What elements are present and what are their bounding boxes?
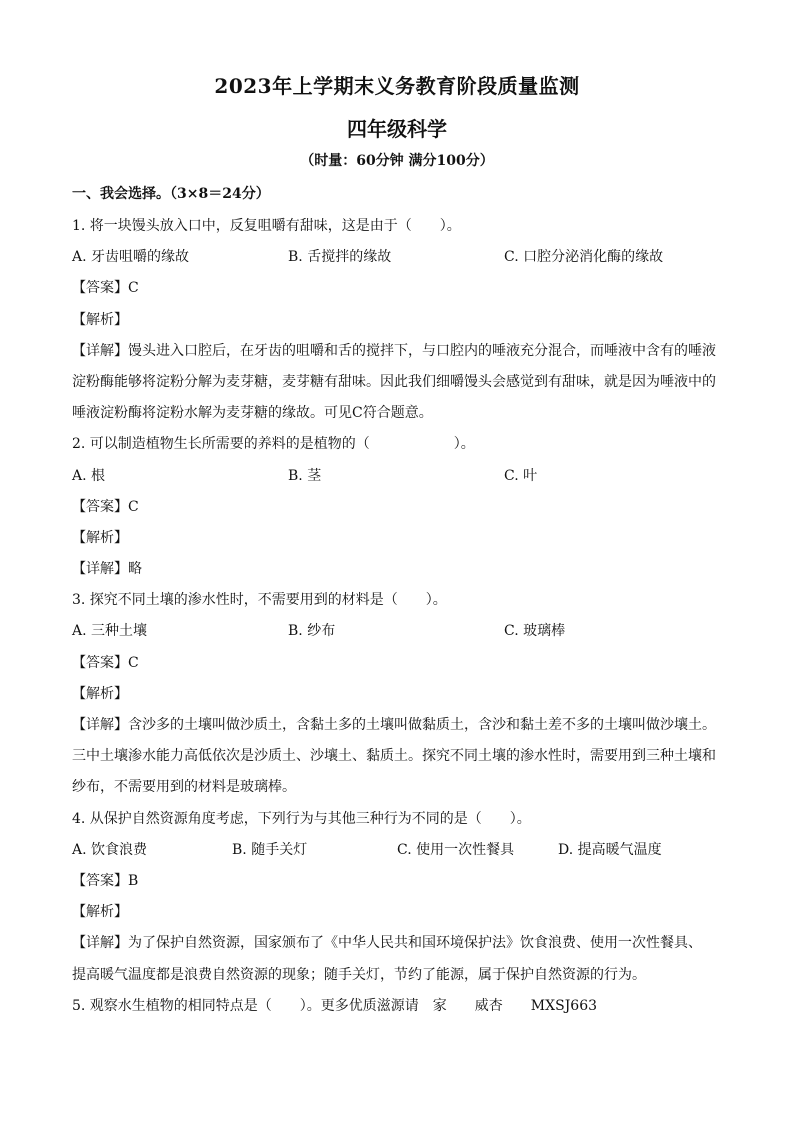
detail-text: 【详解】为了保护自然资源，国家颁布了《中华人民共和国环境保护法》饮食浪费、使用一次性餐具、 [72, 935, 702, 952]
option-a: A. 饮食浪费 [72, 841, 148, 858]
answer-line: 【答案】B [72, 872, 139, 889]
question-options [72, 461, 732, 492]
option-c: C. 玻璃棒 [504, 623, 566, 640]
option-a: A. 根 [72, 467, 106, 484]
option-a: A. 三种土壤 [72, 623, 148, 640]
option-b: B. 随手关灯 [232, 841, 308, 858]
detail-text: 【详解】含沙多的土壤叫做沙质土，含黏土多的土壤叫做黏质土，含沙和黏土差不多的土壤叫做沙壤土。 [72, 717, 716, 733]
question-stem: 1. 将一块馒头放入口中，反复咀嚼有甜味，这是由于（ ）。 [72, 218, 461, 234]
question-stem: 5. 观察水生植物的相同特点是（ ）。更多优质滋源请 家 威杏 MXSJ663 [72, 997, 598, 1014]
questions-list [72, 211, 732, 1022]
question-stem: 3. 探究不同土壤的渗水性时，不需要用到的材料是（ ）。 [72, 592, 447, 609]
detail-text: 【详解】略 [72, 561, 142, 578]
analysis-label: 【解析】 [72, 311, 128, 328]
question-stem: 4. 从保护自然资源角度考虑，下列行为与其他三种行为不同的是（ ）。 [72, 810, 531, 827]
exam-title: 2023年上学期末义务教育阶段质量监测 [214, 74, 580, 98]
option-c: C. 使用一次性餐具 [397, 841, 515, 858]
detail-text: 纱布，不需要用到的材料是玻璃棒。 [72, 779, 296, 796]
exam-time-score: （时量：60分钟 满分100分） [300, 153, 494, 169]
option-c: C. 口腔分泌消化酶的缘故 [504, 249, 664, 266]
detail-text: 三中土壤渗水能力高低依次是沙质土、沙壤土、黏质土。探究不同土壤的渗水性时，需要用到三种土壤和 [72, 748, 716, 765]
option-b: B. 舌搅拌的缘故 [288, 249, 392, 266]
exam-subject: 四年级科学 [347, 117, 447, 141]
detail-text: 淀粉酶能够将淀粉分解为麦芽糖，麦芽糖有甜味。因此我们细嚼馒头会感觉到有甜味，就是因为唾液中的 [72, 373, 716, 390]
answer-line: 【答案】C [72, 654, 139, 671]
option-b: B. 茎 [288, 467, 322, 484]
answer-line: 【答案】C [72, 498, 139, 515]
analysis-label: 【解析】 [72, 529, 128, 546]
detail-text: 提高暖气温度都是浪费自然资源的现象；随手关灯，节约了能源，属于保护自然资源的行为。 [72, 966, 646, 983]
answer-line: 【答案】C [72, 280, 139, 297]
detail-text: 【详解】馒头进入口腔后，在牙齿的咀嚼和舌的搅拌下，与口腔内的唾液充分混合，而唾液中含有的唾液 [72, 342, 716, 359]
option-b: B. 纱布 [288, 623, 336, 640]
analysis-label: 【解析】 [72, 685, 128, 702]
question-options [72, 616, 732, 647]
question-options [72, 835, 732, 866]
detail-text: 唾液淀粉酶将淀粉水解为麦芽糖的缘故。可见C符合题意。 [72, 405, 433, 422]
question-stem: 2. 可以制造植物生长所需要的养料的是植物的（ ）。 [72, 436, 475, 453]
option-a: A. 牙齿咀嚼的缘故 [72, 249, 190, 266]
section-heading: 一、我会选择。（3×8＝24分） [72, 186, 270, 202]
option-d: D. 提高暖气温度 [558, 841, 662, 858]
question-options [72, 242, 732, 273]
analysis-label: 【解析】 [72, 904, 128, 921]
option-c: C. 叶 [504, 467, 538, 484]
